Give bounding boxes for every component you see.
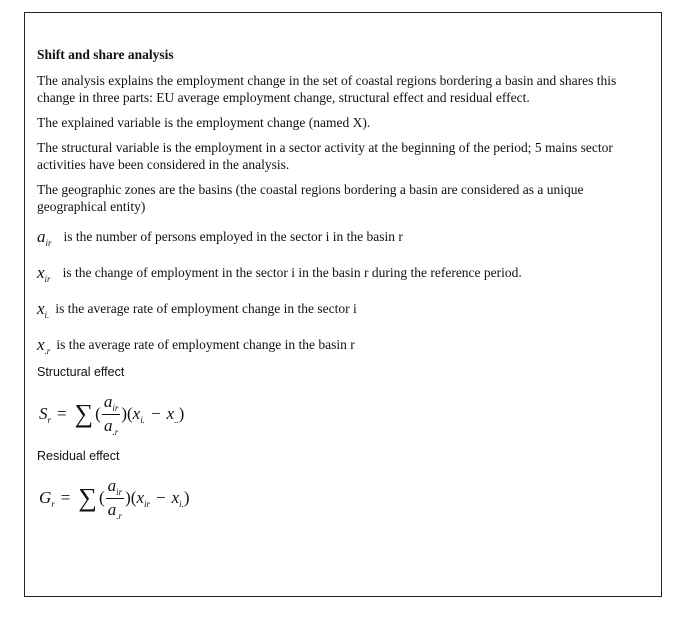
residual-effect-formula (37, 463, 647, 533)
equals-sign: = (57, 404, 67, 423)
paragraph-intro: The analysis explains the employment change in the set of coastal regions bordering a basin and shares this change in three parts: EU average employment change, structural effect and residual effect. (37, 73, 617, 105)
minus-sign: − (150, 404, 161, 423)
document-frame (24, 12, 662, 597)
fraction-numerator: $a_{ir}$ (107, 475, 123, 497)
paragraph-structural-variable: The structural variable is the employment in a sector activity at the beginning of the period; 5 mains sector activities have been considered in the analysis. (37, 140, 613, 172)
minus-sign: − (156, 488, 166, 507)
definition-text: is the average rate of employment change in the sector i (55, 301, 357, 316)
definition-text: is the change of employment in the sector i in the basin r during the reference period. (62, 265, 522, 280)
term-two: $x_{..}$ (166, 403, 179, 425)
open-paren: ( (95, 404, 101, 423)
definition-symbol: $x_{ir}$ (37, 262, 51, 284)
term-two: $x_{i.}$ (171, 487, 184, 509)
definition-symbol: $a_{ir}$ (37, 226, 52, 248)
term-one: $x_{i.}$ (132, 403, 145, 425)
structural-effect-label: Structural effect (37, 365, 125, 379)
definition-x-ir (37, 255, 647, 291)
definition-x-i (37, 291, 647, 327)
term-one: $x_{ir}$ (136, 487, 151, 509)
equals-sign: = (60, 488, 71, 507)
definition-text: is the average rate of employment change in the basin r (56, 337, 355, 352)
fraction-denominator: $a_{.r}$ (107, 499, 122, 521)
formula-lhs: $S_r$ (39, 403, 52, 425)
summation-icon: ∑ (74, 399, 94, 428)
document-content (37, 47, 647, 533)
paragraph-explained-variable: The explained variable is the employment change (named X). (37, 115, 371, 130)
close-paren: )( (125, 488, 137, 507)
definition-x-r (37, 327, 647, 363)
definition-symbol: $x_{i.}$ (37, 298, 50, 320)
definition-a-ir (37, 219, 647, 255)
definition-text: is the number of persons employed in the sector i in the basin r (63, 229, 403, 244)
fraction-denominator: $a_{.r}$ (103, 415, 119, 437)
close-paren: )( (121, 404, 133, 423)
summation-icon: ∑ (78, 483, 97, 512)
open-paren: ( (98, 488, 105, 507)
residual-effect-label: Residual effect (37, 449, 120, 463)
paragraph-geographic-zones: The geographic zones are the basins (the coastal regions bordering a basin are considered as a unique geographical entity) (37, 182, 584, 214)
section-title: Shift and share analysis (37, 47, 174, 62)
structural-effect-formula (37, 379, 647, 449)
close-paren: ) (183, 488, 190, 507)
fraction (102, 392, 121, 437)
fraction-numerator: $a_{ir}$ (103, 391, 119, 413)
close-paren: ) (178, 404, 185, 423)
formula-lhs: $G_r$ (39, 487, 55, 509)
definition-symbol: $x_{.r}$ (37, 334, 51, 356)
fraction (106, 476, 125, 521)
